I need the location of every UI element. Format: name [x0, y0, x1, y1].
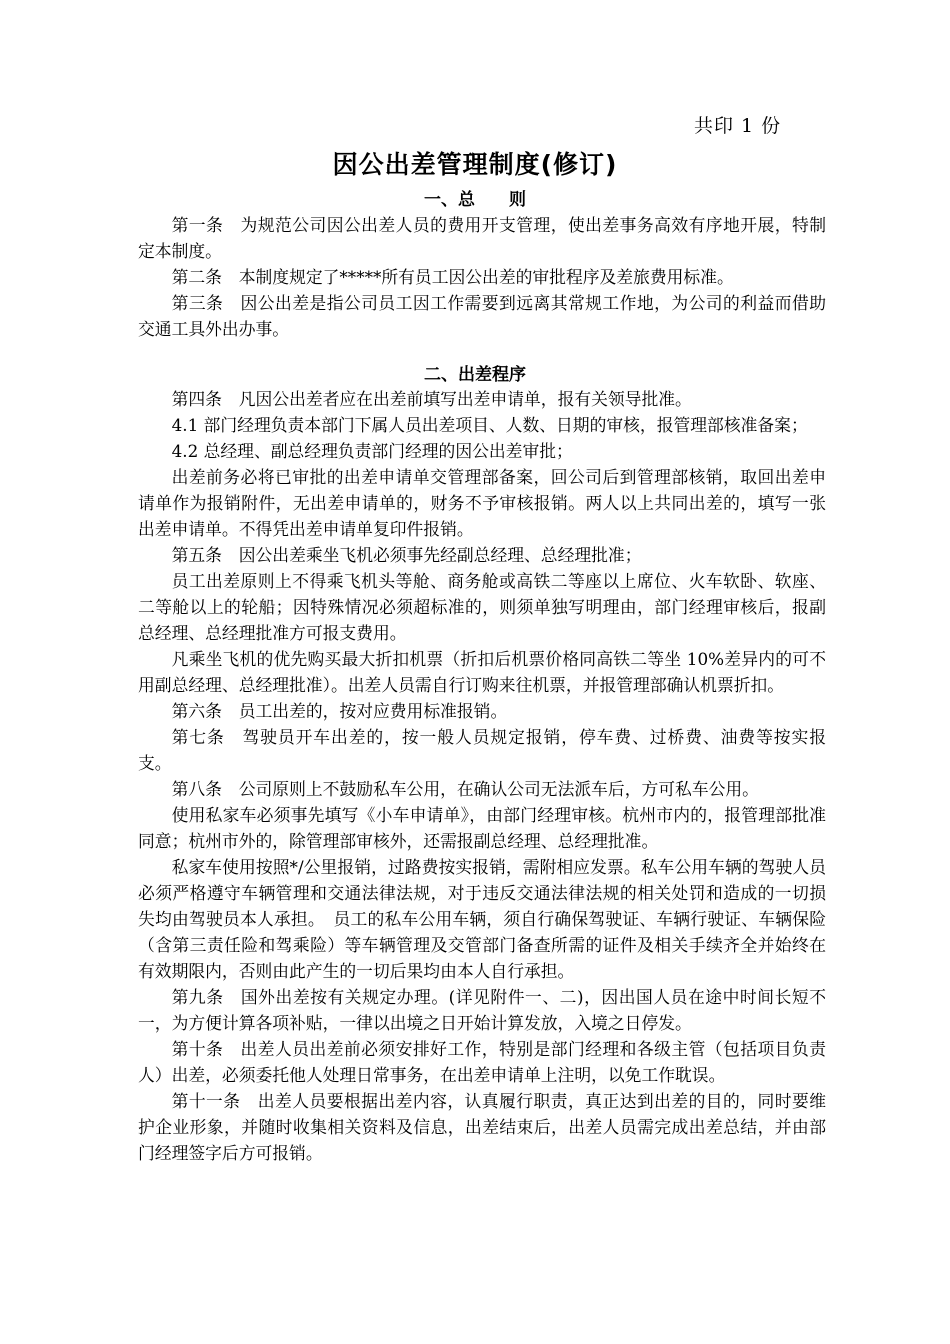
article-11: 第十一条 出差人员要根据出差内容，认真履行职责，真正达到出差的目的，同时要维护企业形象，并随时收集相关资料及信息，出差结束后，出差人员需完成出差总结，并由部门经理签字后方可报销。 [138, 1091, 826, 1163]
article-10: 第十条 出差人员出差前必须安排好工作，特别是部门经理和各级主管（包括项目负责人）出差，必须委托他人处理日常事务，在出差申请单上注明，以免工作耽误。 [138, 1039, 826, 1085]
paragraph-private-car-application: 使用私家车必须事先填写《小车申请单》，由部门经理审核。杭州市内的，报管理部批准同意；杭州市外的，除管理部审核外，还需报副总经理、总经理批准。 [138, 805, 826, 851]
article-9: 第九条 国外出差按有关规定办理。(详见附件一、二)，因出国人员在途中时间长短不一，为方便计算各项补贴，一律以出境之日开始计算发放，入境之日停发。 [138, 987, 826, 1033]
clause-4-1: 4.1 部门经理负责本部门下属人员出差项目、人数、日期的审核，报管理部核准备案； [171, 415, 808, 435]
article-8: 第八条 公司原则上不鼓励私车公用，在确认公司无法派车后，方可私车公用。 [171, 779, 759, 799]
clause-4-2: 4.2 总经理、副总经理负责部门经理的因公出差审批； [171, 441, 573, 461]
article-5: 第五条 因公出差乘坐飞机必须事先经副总经理、总经理批准； [171, 545, 642, 565]
article-6: 第六条 员工出差的，按对应费用标准报销。 [171, 701, 508, 721]
paragraph-application-filing: 出差前务必将已审批的出差申请单交管理部备案，回公司后到管理部核销，取回出差申请单作为报销附件，无出差申请单的，财务不予审核报销。两人以上共同出差的，填写一张出差申请单。不得凭出差申请单复印件报销。 [138, 467, 826, 539]
article-1: 第一条 为规范公司因公出差人员的费用开支管理，使出差事务高效有序地开展，特制定本制度。 [138, 215, 826, 261]
article-3: 第三条 因公出差是指公司员工因工作需要到远离其常规工作地，为公司的利益而借助交通工具外出办事。 [138, 293, 826, 339]
section-heading-general: 一、总 则 [424, 190, 526, 210]
section-heading-procedure: 二、出差程序 [424, 365, 526, 385]
paragraph-seat-class: 员工出差原则上不得乘飞机头等舱、商务舱或高铁二等座以上席位、火车软卧、软座、二等舱以上的轮船；因特殊情况必须超标准的，则须单独写明理由，部门经理审核后，报副总经理、总经理批准方可报支费用。 [138, 571, 826, 643]
section-general-body [138, 212, 826, 342]
copies-note: 共印 1 份 [694, 115, 782, 137]
paragraph-private-car-reimbursement: 私家车使用按照*/公里报销，过路费按实报销，需附相应发票。私车公用车辆的驾驶人员必须严格遵守车辆管理和交通法律法规，对于违反交通法律法规的相关处罚和造成的一切损失均由驾驶员本人承担。 员工的私车公用车辆，须自行确保驾驶证、车辆行驶证、车辆保险（含第三责任险和驾乘险）等车辆管理及交管部门备查所需的证件及相关手续齐全并始终在有效期限内，否则由此产生的一切后果均由本人自行承担。 [138, 857, 826, 981]
paragraph-discount-tickets: 凡乘坐飞机的优先购买最大折扣机票（折扣后机票价格同高铁二等坐 10%差异内的可不用副总经理、总经理批准）。出差人员需自行订购来往机票，并报管理部确认机票折扣。 [138, 649, 826, 695]
article-7: 第七条 驾驶员开车出差的，按一般人员规定报销，停车费、过桥费、油费等按实报支。 [138, 727, 826, 773]
section-procedure-body [138, 386, 826, 1166]
article-4: 第四条 凡因公出差者应在出差前填写出差申请单，报有关领导批准。 [171, 389, 692, 409]
document-title: 因公出差管理制度(修订) [332, 150, 618, 179]
article-2: 第二条 本制度规定了*****所有员工因公出差的审批程序及差旅费用标准。 [171, 267, 734, 287]
